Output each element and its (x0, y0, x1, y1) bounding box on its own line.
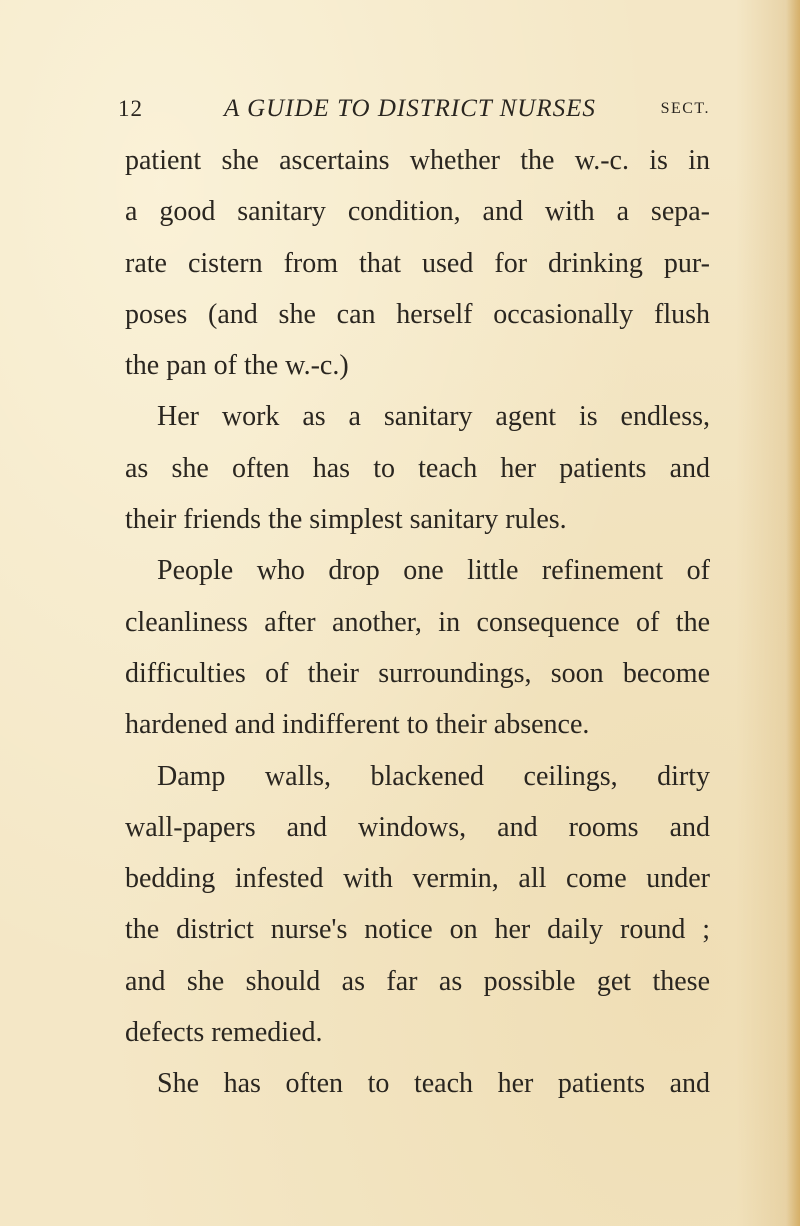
text-line: hardened and indifferent to their absence. (125, 709, 590, 741)
text-line: rate cistern from that used for drinking pur- (125, 247, 710, 279)
text-line: People who drop one little refinement of (157, 555, 710, 587)
text-line: as she often has to teach her patients and (125, 452, 710, 484)
text-line: their friends the simplest sanitary rules. (125, 504, 567, 536)
text-line: Her work as a sanitary agent is endless, (157, 401, 710, 433)
body-text (125, 135, 710, 1110)
text-line: patient she ascertains whether the w.-c. is in (125, 145, 710, 176)
text-line: defects remedied. (125, 1017, 323, 1049)
page-edge-shadow (786, 0, 800, 1226)
text-line: and she should as far as possible get these (125, 965, 710, 997)
text-line: cleanliness after another, in consequence of the (125, 606, 710, 638)
text-line: poses (and she can herself occasionally flush (125, 298, 710, 330)
text-line: the pan of the w.-c.) (125, 350, 349, 382)
text-line: She has often to teach her patients and (157, 1068, 710, 1100)
text-line: a good sanitary condition, and with a sepa- (125, 196, 710, 228)
text-line: difficulties of their surroundings, soon become (125, 657, 710, 689)
text-line: bedding infested with vermin, all come under (125, 863, 710, 895)
text-line: wall-papers and windows, and rooms and (125, 811, 710, 843)
running-header (118, 92, 710, 126)
running-title: A GUIDE TO DISTRICT NURSES (224, 95, 596, 122)
page-number: 12 (118, 96, 143, 121)
section-label: SECT. (660, 100, 710, 117)
text-line: the district nurse's notice on her daily round ; (125, 914, 710, 946)
text-line: Damp walls, blackened ceilings, dirty (157, 760, 710, 792)
